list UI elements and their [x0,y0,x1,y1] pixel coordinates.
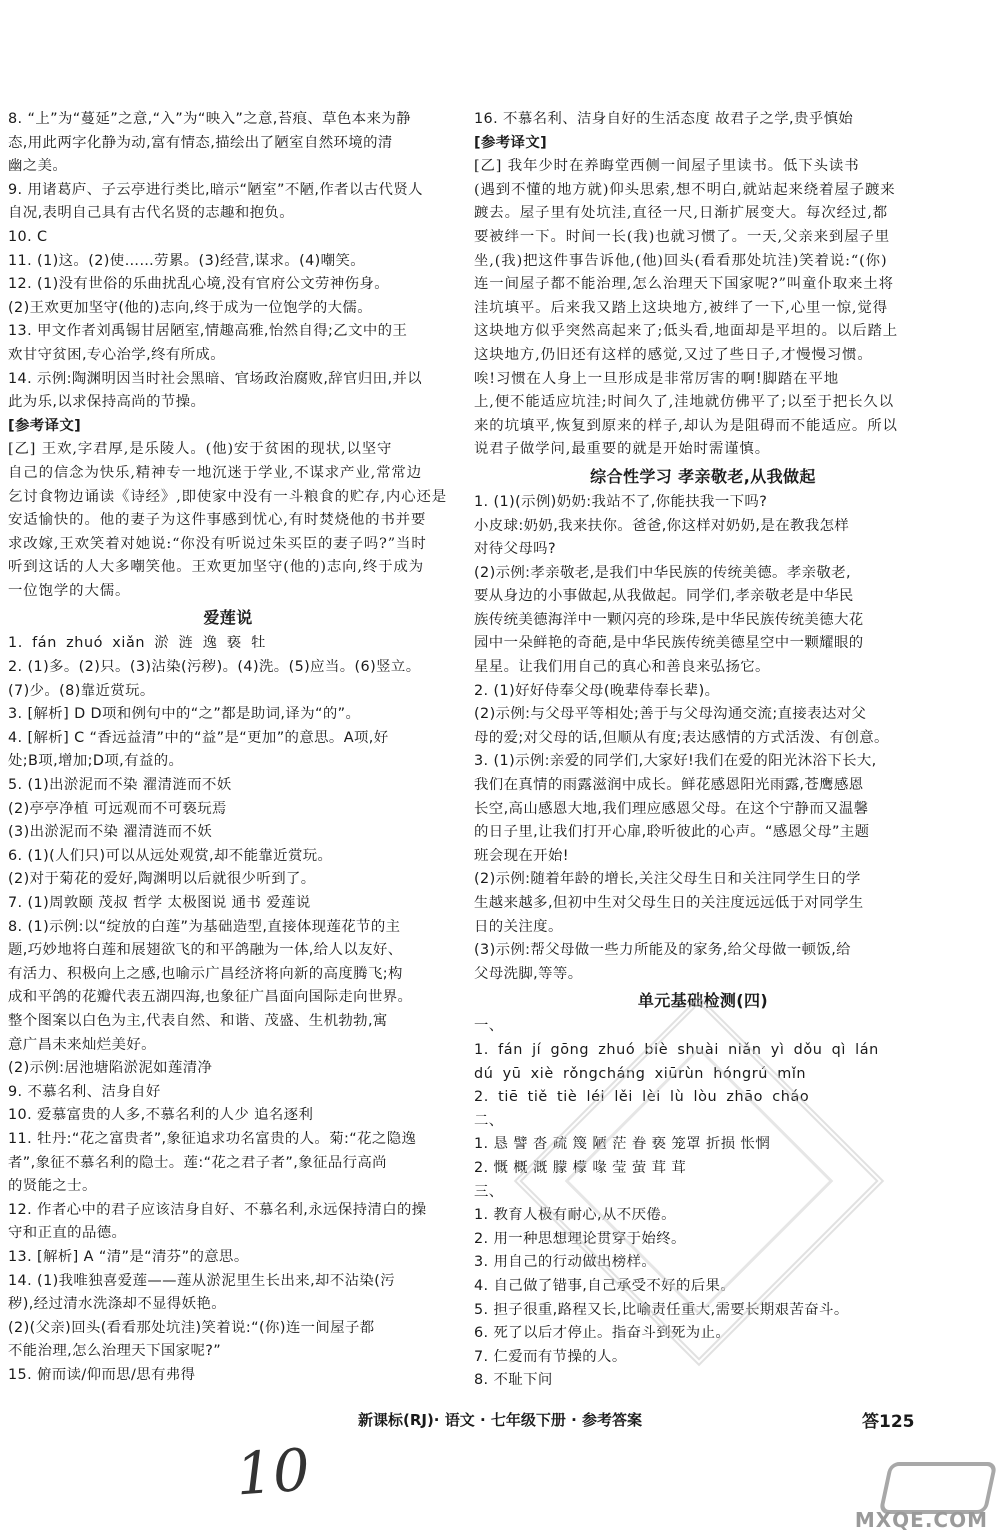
answer-line: 8. “上”为“蔓延”之意,“入”为“映入”之意,苔痕、草色本来为静 [8,111,411,127]
answer-line: (遇到不懂的地方就)仰头思索,想不明白,就站起来绕着屋子踱来 [474,181,896,198]
answer-line: 二、 [474,1112,504,1129]
answer-line: 11. (1)这。(2)使……劳累。(3)经营,谋求。(4)嘲笑。 [8,252,366,269]
answer-line: 12. 作者心中的君子应该洁身自好、不慕名利,永远保持清白的操 [8,1201,427,1218]
answer-line: 11. 牡丹:“花之富贵者”,象征追求功名富贵的人。菊:“花之隐逸 [8,1130,417,1147]
answer-line: 13. 甲文作者刘禹锡甘居陋室,情趣高雅,怡然自得;乙文中的王 [8,323,408,340]
answer-line: 此为乐,以求保持高尚的节操。 [8,394,206,411]
answer-line: 秽),经过清水洗涤却不显得妖艳。 [8,1296,227,1313]
answer-line: 听到这话的人大多嘲笑他。王欢更加坚守(他的)志向,终于成为 [8,559,425,576]
answer-line: 的贤能之士。 [8,1178,97,1195]
answer-line: (2)对于菊花的爱好,陶渊明以后就很少听到了。 [8,871,316,888]
left-column [8,108,448,1387]
answer-line: [乙] 王欢,字君厚,是乐陵人。(他)安于贫困的现状,以坚守 [8,441,393,458]
answer-line: 2. 慨 概 溉 朦 檬 喙 莹 萤 茸 茸 [474,1159,687,1176]
answer-line: 6. (1)(人们只)可以从远处观赏,却不能靠近赏玩。 [8,847,333,864]
answer-line: 7. 仁爱而有节操的人。 [474,1348,627,1365]
answer-line: 12. (1)没有世俗的乐曲扰乱心境,没有官府公文劳神伤身。 [8,276,390,293]
answer-line: 族传统美德海洋中一颗闪亮的珍珠,是中华民族传统美德大花 [474,611,864,628]
answer-line: 生越来越多,但初中生对父母生日的关注度远远低于对同学生 [474,895,864,911]
answer-line: [参考译文] [474,134,548,151]
answer-line: 安适愉快的。他的妻子为这件事感到忧心,有时焚烧他的书并要 [8,512,427,529]
answer-line: (2)示例:与父母平等相处;善于与父母沟通交流;直接表达对父 [474,706,867,723]
answer-line: 6. 死了以后才停止。指奋斗到死为止。 [474,1325,731,1342]
logo-text: MXQE.COM [854,1508,988,1532]
answer-line: 踱去。屋子里有处坑洼,直径一尺,日渐扩展变大。每次经过,都 [474,205,888,222]
answer-line: 唉!习惯在人身上一旦形成是非常厉害的啊!脚踏在平地 [474,370,840,387]
answer-line: (2)(父亲)回头(看看那处坑洼)笑着说:“(你)连一间屋子都 [8,1319,375,1336]
page-footer [0,1405,1000,1435]
answer-line: [参考译文] [8,417,82,434]
site-logo [854,1462,994,1534]
logo-mark-icon [878,1462,997,1514]
answer-line: 对待父母吗? [474,541,556,558]
answer-line: 的日子里,让我们打开心扉,聆听彼此的心声。“感恩父母”主题 [474,824,870,841]
answer-line: 欢甘守贫困,专心治学,终有所成。 [8,346,226,363]
footer-title: 新课标(RJ)· 语文 · 七年级下册 · 参考答案 [357,1411,643,1429]
answer-line: 8. 不耻下问 [474,1372,553,1389]
answer-line: 上,便不能适应坑洼;时间久了,洼地就仿佛平了;以至于把长久以 [474,394,895,411]
answer-line: 这块地方似乎突然高起来了;低头看,地面却是平坦的。以后踏上 [474,323,899,340]
answer-line: 自况,表明自己具有古代名贤的志趣和抱负。 [8,205,294,222]
answer-line: 班会现在开始! [474,847,569,864]
answer-line: 一位饱学的大儒。 [8,582,131,599]
answer-line: 三、 [474,1183,504,1200]
answer-line: 8. (1)示例:以“绽放的白莲”为基础造型,直接体现莲花节的主 [8,918,401,935]
answer-line: (7)少。(8)靠近赏玩。 [8,682,155,699]
answer-line: 洼坑填平。后来我又踏上这块地方,被绊了一下,心里一惊,觉得 [474,299,888,316]
section-heading: 综合性学习 孝亲敬老,从我做起 [590,466,816,486]
answer-line: (2)亭亭净植 可远观而不可亵玩焉 [8,800,227,817]
answer-line: 处;B项,增加;D项,有益的。 [8,753,184,770]
page-number: 答125 [862,1412,915,1432]
answer-line: 4. [解析] C “香远益清”中的“益”是“更加”的意思。A项,好 [8,729,389,746]
answer-line: (2)示例:居池塘陷淤泥如莲清净 [8,1060,213,1077]
answer-line: 坐,(我)把这件事告诉他,(他)回头(看看那处坑洼)笑着说:“(你) [474,252,888,269]
answer-line: 要从身边的小事做起,从我做起。同学们,孝亲敬老是中华民 [474,588,854,605]
answer-line: 园中一朵鲜艳的奇葩,是中华民族传统美德星空中一颗耀眼的 [474,635,864,652]
answer-line: (2)王欢更加坚守(他的)志向,终于成为一位饱学的大儒。 [8,299,372,316]
answer-line: 这块地方,仍旧还有这样的感觉,又过了些日子,才慢慢习惯。 [474,346,873,363]
answer-line: 3. (1)示例:亲爱的同学们,大家好!我们在爱的阳光沐浴下长大, [474,753,877,770]
answer-line: 一、 [474,1018,504,1035]
answer-line: 日的关注度。 [474,918,563,935]
answer-line: 有活力、积极向上之感,也喻示广昌经济将向新的高度腾飞;构 [8,965,403,982]
answer-line: 2. (1)好好侍奉父母(晚辈侍奉长辈)。 [474,682,720,699]
answer-line: (3)示例:帮父母做一些力所能及的家务,给父母做一顿饭,给 [474,942,851,959]
answer-line: 9. 不慕名利、洁身自好 [8,1083,161,1100]
answer-line: (2)示例:随着年龄的增长,关注父母生日和关注同学生日的学 [474,871,861,888]
answer-line: 7. (1)周敦颐 茂叔 哲学 太极图说 通书 爱莲说 [8,895,311,911]
answer-line: dú yū xiè rǒngcháng xiūrùn hóngrú mǐn [474,1065,807,1082]
answer-line: 者”,象征不慕名利的隐士。莲:“花之君子者”,象征品行高尚 [8,1154,387,1171]
answer-line: 成和平鸽的花瓣代表五湖四海,也象征广昌面向国际走向世界。 [8,989,413,1006]
answer-line: 13. [解析] A “清”是“清芬”的意思。 [8,1248,249,1265]
answer-line: 母的爱;对父母的话,但顺从有度;表达感情的方式活泼、有创意。 [474,729,889,746]
answer-line: 乞讨食物边诵读《诗经》,即使家中没有一斗粮食的贮存,内心还是 [8,488,448,505]
answer-line: 连一间屋子都不能治理,怎么治理天下国家呢?”叫童仆取来土将 [474,276,894,293]
answer-line: 16. 不慕名利、洁身自好的生活态度 故君子之学,贵乎慎始 [474,111,854,127]
answer-line: 2. (1)多。(2)只。(3)沾染(污秽)。(4)洗。(5)应当。(6)竖立。 [8,659,421,676]
answer-line: 自己的信念为快乐,精神专一地沉迷于学业,不谋求产业,常常边 [8,464,422,481]
answer-line: 5. (1)出淤泥而不染 濯清涟而不妖 [8,777,232,794]
answer-line: 来的坑填平,恢复到原来的样子,却认为是阻碍而不能适应。所以 [474,417,898,434]
answer-line: 说君子做学问,最重要的就是开始时需谨慎。 [474,441,770,458]
section-heading: 爱莲说 [203,608,253,628]
answer-line: 4. 自己做了错事,自己承受不好的后果。 [474,1277,736,1294]
answer-line: 3. 用自己的行动做出榜样。 [474,1254,657,1271]
answer-line: 小皮球:奶奶,我来扶你。爸爸,你这样对奶奶,是在教我怎样 [474,517,850,534]
answer-line: 10. C [8,228,48,245]
answer-line: 意广昌未来灿烂美好。 [8,1036,156,1053]
answer-line: 14. (1)我唯独喜爱莲——莲从淤泥里生长出来,却不沾染(污 [8,1272,396,1289]
answer-line: 整个图案以白色为主,代表自然、和谐、茂盛、生机勃勃,寓 [8,1012,388,1029]
answer-line: 要被绊一下。时间一长(我)也就习惯了。一天,父亲来到屋子里 [474,228,891,245]
answer-line: 我们在真情的雨露滋润中成长。鲜花感恩阳光雨露,苍鹰感恩 [474,777,864,794]
answer-line: (2)示例:孝亲敬老,是我们中华民族的传统美德。孝亲敬老, [474,564,851,581]
answer-line: 态,用此两字化静为动,富有情态,描绘出了陋室自然环境的清 [8,134,393,151]
answer-line: 不能治理,怎么治理天下国家呢?” [8,1343,222,1360]
answer-line: 3. [解析] D D项和例句中的“之”都是助词,译为“的”。 [8,706,361,723]
answer-line: 1. 教育人极有耐心,从不厌倦。 [474,1207,676,1224]
answer-line: 2. 用一种思想理论贯穿于始终。 [474,1230,686,1247]
answer-line: 守和正直的品德。 [8,1225,127,1242]
answer-line: 幽之美。 [8,158,68,175]
answer-line: 15. 俯而读/仰而思/思有弗得 [8,1366,196,1383]
answer-line: 题,巧妙地将白莲和展翅欲飞的和平鸽融为一体,给人以友好、 [8,942,403,959]
answer-line: 求改嫁,王欢笑着对她说:“你没有听说过朱买臣的妻子吗?”当时 [8,535,427,552]
answer-line: 星星。让我们用自己的真心和善良来弘扬它。 [474,659,770,676]
answer-line: 2. tiē tiě tiè léi lěi lèi lù lòu zhāo cháo [474,1089,810,1106]
answer-line: 1. (1)(示例)奶奶:我站不了,你能扶我一下吗? [474,493,768,510]
answer-line: 1. fán zhuó xiǎn 淤 涟 逸 亵 牡 [8,635,266,652]
answer-line: 1. fán jí gōng zhuó biè shuài niǎn yì dǒu qì lán [474,1041,879,1058]
answer-line: 9. 用诸葛庐、子云亭进行类比,暗示“陋室”不陋,作者以古代贤人 [8,181,423,198]
answer-line: (3)出淤泥而不染 濯清涟而不妖 [8,824,213,841]
answer-line: 5. 担子很重,路程又长,比喻责任重大,需要长期艰苦奋斗。 [474,1301,849,1318]
answer-line: [乙] 我年少时在养晦堂西侧一间屋子里读书。低下头读书 [474,158,860,175]
answer-line: 长空,高山感恩大地,我们理应感恩父母。在这个宁静而又温馨 [474,800,869,817]
answer-line: 父母洗脚,等等。 [474,965,583,982]
answer-line: 1. 恳 譬 沓 疏 篾 陋 茫 眷 亵 笼罩 折损 怅惘 [474,1136,771,1153]
handwritten-note: 10 [233,1435,313,1509]
section-heading: 单元基础检测(四) [637,991,769,1011]
answer-line: 10. 爱慕富贵的人多,不慕名利的人少 追名逐利 [8,1107,314,1124]
answer-line: 14. 示例:陶渊明因当时社会黑暗、官场政治腐败,辞官归田,并以 [8,370,423,387]
